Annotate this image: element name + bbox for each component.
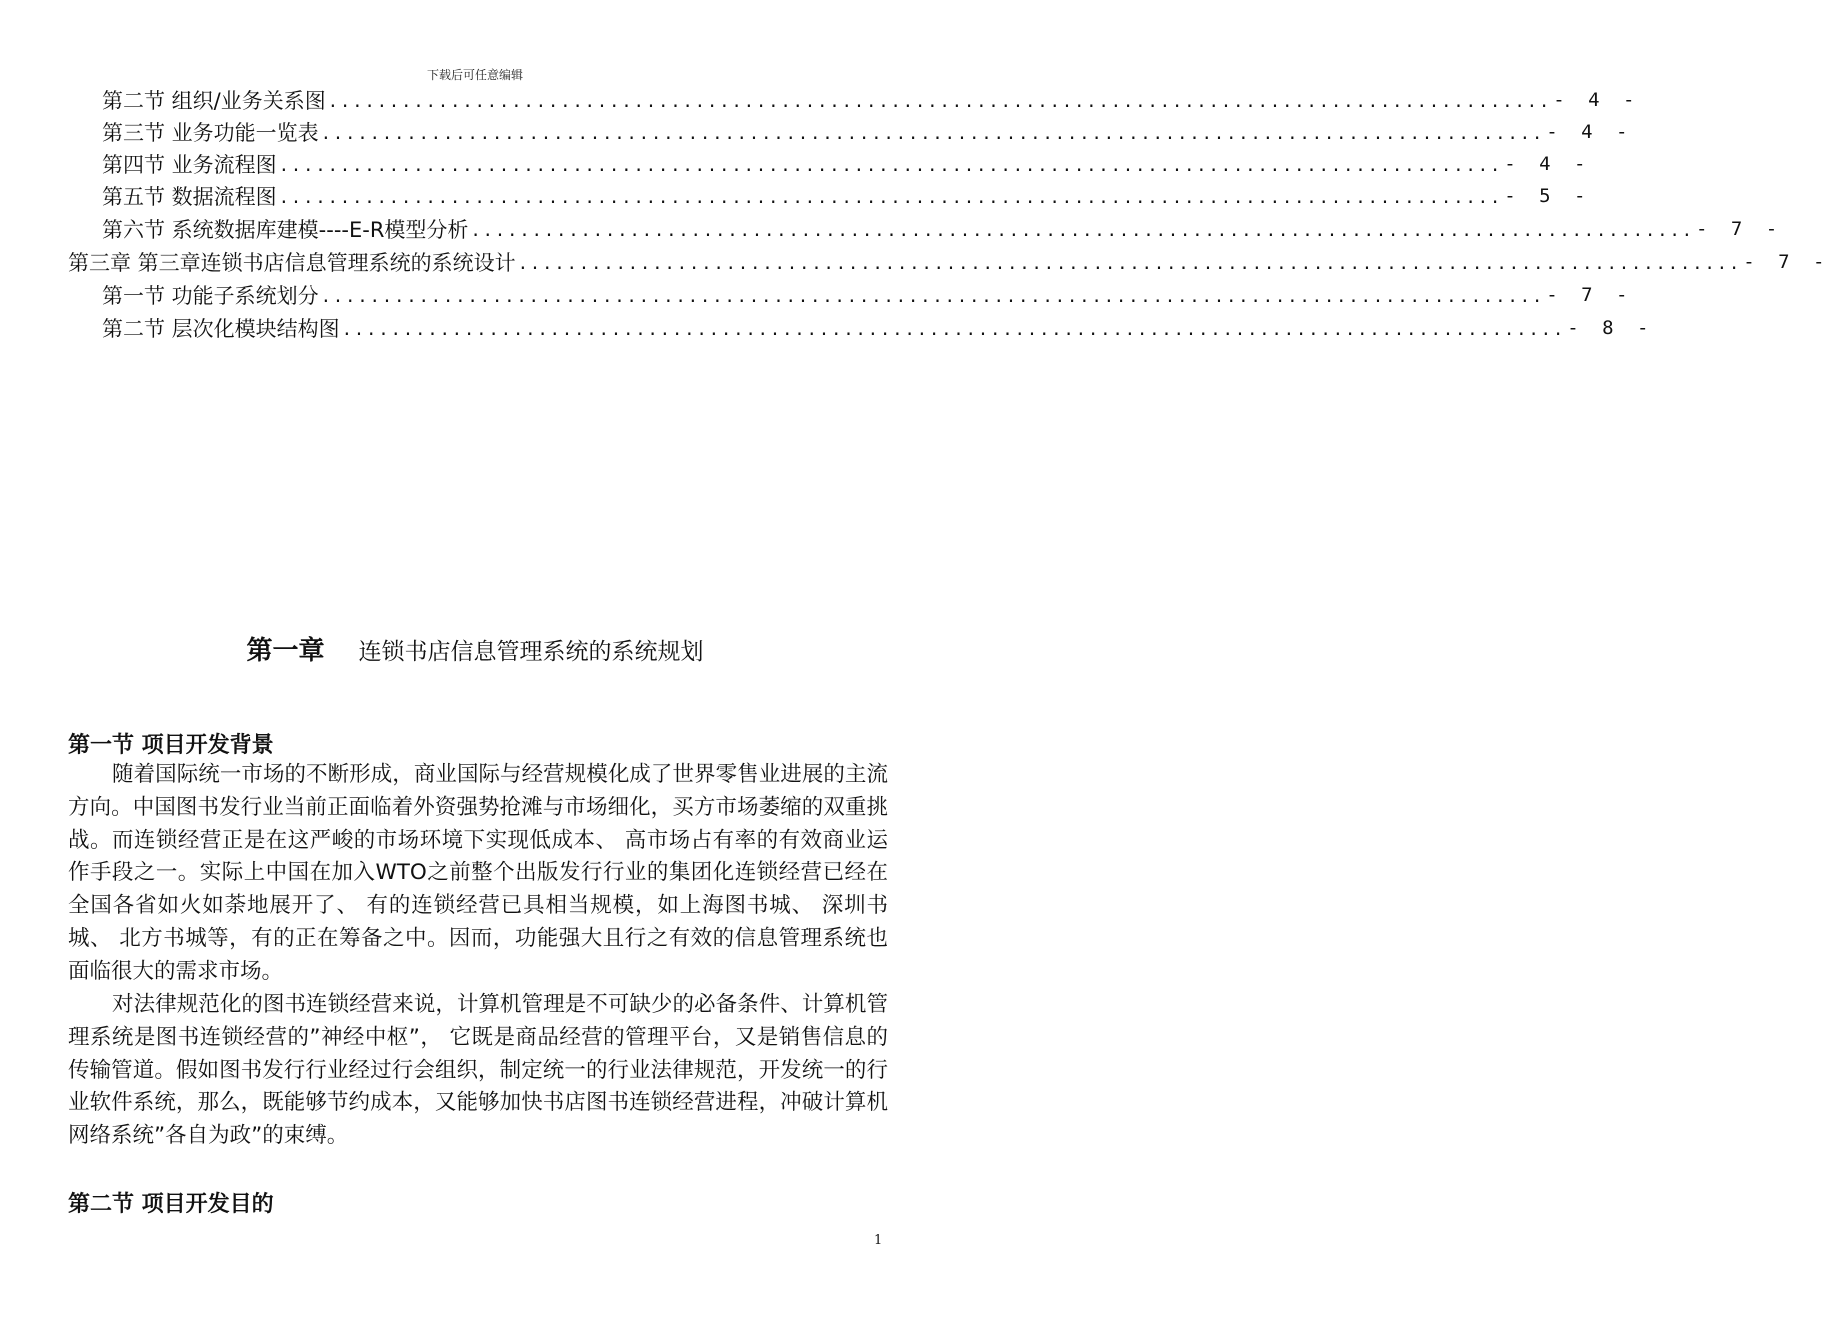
toc-entry-label: 第五节 数据流程图 — [102, 185, 277, 209]
toc-entry[interactable] — [102, 312, 1655, 344]
toc-entry-label: 第一节 功能子系统划分 — [102, 284, 319, 308]
toc-entry-label: 第二节 组织/业务关系图 — [102, 89, 326, 113]
page-number: 1 — [874, 1233, 883, 1248]
paragraph-text: 对法律规范化的图书连锁经营来说，计算机管理是不可缺少的必备条件、计算机管理系统是图书连锁经营的”神经中枢”， 它既是商品经营的管理平台，又是销售信息的传输管道。假如图书发行行业经过行会组织，制定统一的行业法律规范，开发统一的行业软件系统，那么，既能够节约成本，又能够加快书店图书连锁经营进程，冲破计算机网络系统”各自为政”的束缚。 — [68, 992, 888, 1149]
toc-entry[interactable] — [102, 148, 1592, 180]
toc-entry-label: 第六节 系统数据库建模----E-R模型分析 — [102, 218, 469, 242]
toc-entry[interactable] — [102, 180, 1592, 212]
toc-entry-page: - 8 - — [1567, 317, 1655, 339]
chapter-title: 连锁书店信息管理系统的系统规划 — [358, 639, 704, 665]
toc-entry[interactable] — [102, 84, 1641, 116]
toc-entry-page: - 7 - — [1546, 284, 1634, 306]
body-paragraph — [68, 759, 888, 989]
toc-entry-label: 第四节 业务流程图 — [102, 153, 277, 177]
toc-dot-leader: .................................................................................................... — [517, 254, 1742, 274]
section-heading: 第一节 项目开发背景 — [68, 733, 274, 758]
section-heading: 第二节 项目开发目的 — [68, 1192, 274, 1217]
toc-entry-chapter[interactable] — [68, 246, 1830, 278]
toc-entry-page: - 7 - — [1743, 251, 1830, 273]
paragraph-text: 随着国际统一市场的不断形成，商业国际与经营规模化成了世界零售业进展的主流方向。中国图书发行业当前正面临着外资强势抢滩与市场细化，买方市场萎缩的双重挑战。而连锁经营正是在这严峻的市场环境下实现低成本、 高市场占有率的有效商业运作手段之一。实际上中国在加入WTO之前整个出版发行行业的集团化连锁经营已经在全国各省如火如荼地展开了、 有的连锁经营已具相当规模，如上海图书城、 深圳书城、 北方书城等，有的正在筹备之中。因而，功能强大且行之有效的信息管理系统也面临很大的需求市场。 — [68, 762, 888, 984]
toc-dot-leader: .................................................................................................... — [278, 156, 1503, 176]
toc-entry-page: - 5 - — [1504, 185, 1592, 207]
toc-entry-page: - 4 - — [1504, 153, 1592, 175]
toc-entry[interactable] — [102, 279, 1634, 311]
toc-entry-page: - 7 - — [1695, 218, 1784, 240]
toc-entry-label: 第三章 第三章连锁书店信息管理系统的系统设计 — [68, 251, 516, 275]
toc-dot-leader: .................................................................................................... — [341, 320, 1566, 340]
toc-dot-leader: .................................................................................................... — [320, 287, 1545, 307]
chapter-number: 第一章 — [246, 636, 325, 666]
toc-dot-leader: .................................................................................................... — [470, 221, 1694, 241]
header-note: 下载后可任意编辑 — [426, 68, 523, 82]
toc-entry-page: - 4 - — [1553, 89, 1641, 111]
toc-entry-label: 第三节 业务功能一览表 — [102, 121, 319, 145]
body-paragraph — [68, 989, 888, 1153]
toc-dot-leader: .................................................................................................... — [278, 188, 1503, 208]
toc-entry-page: - 4 - — [1546, 121, 1634, 143]
toc-entry[interactable] — [102, 116, 1634, 148]
toc-entry-label: 第二节 层次化模块结构图 — [102, 317, 340, 341]
chapter-heading — [0, 630, 950, 667]
toc-entry[interactable] — [102, 213, 1784, 245]
toc-dot-leader: .................................................................................................... — [327, 92, 1552, 112]
toc-dot-leader: .................................................................................................... — [320, 124, 1545, 144]
